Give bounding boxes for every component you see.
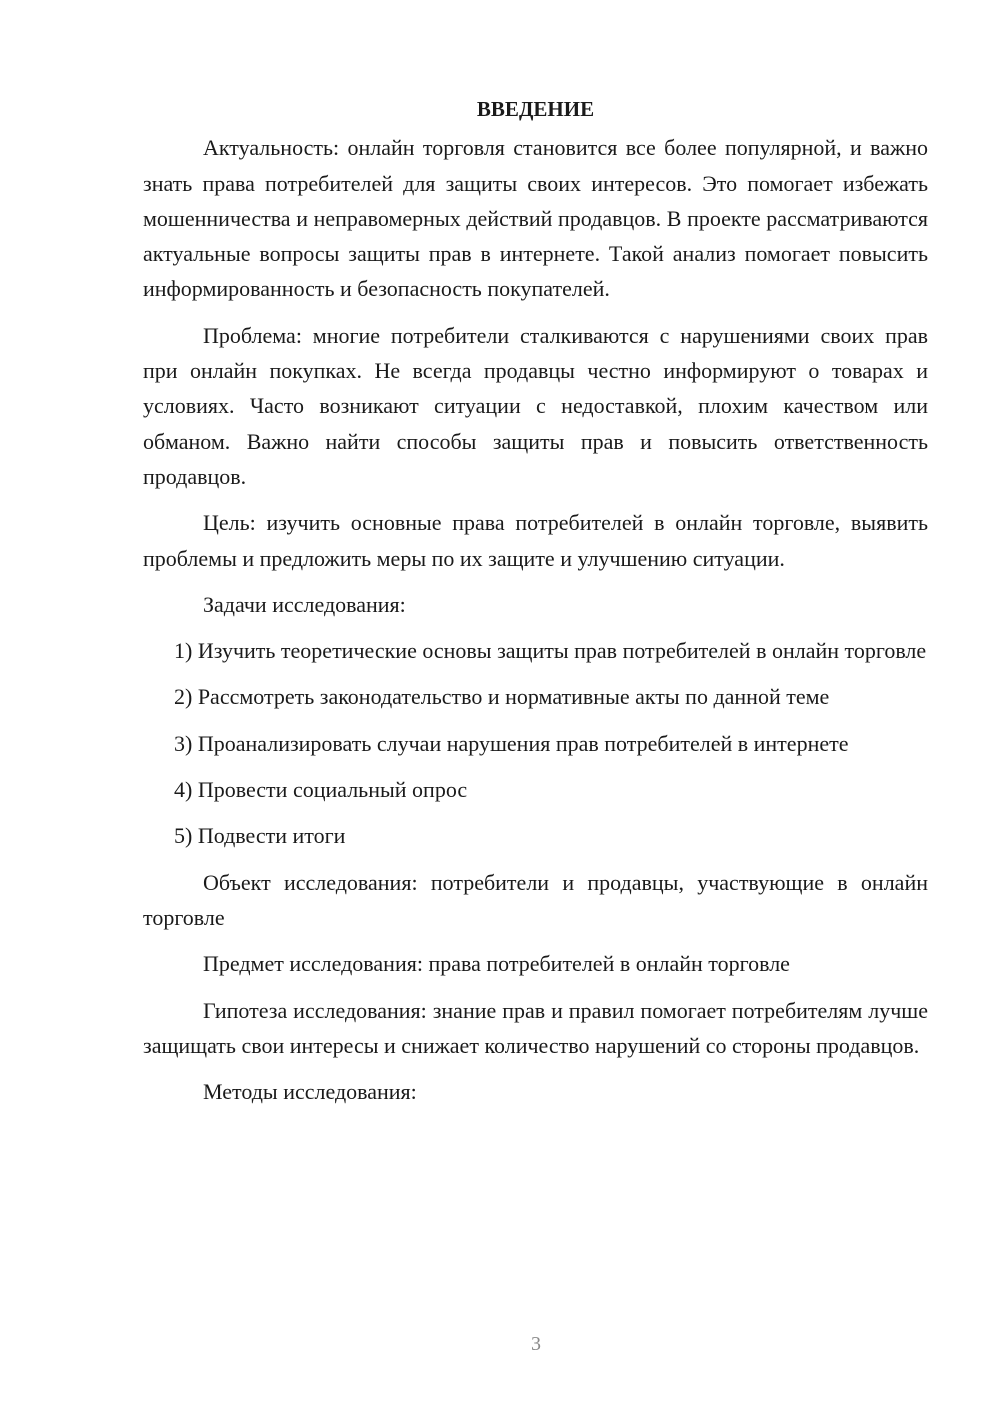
section-title: ВВЕДЕНИЕ <box>476 97 595 121</box>
task-item-3: 3) Проанализировать случаи нарушения прав потребителей в интернете <box>174 730 849 756</box>
paragraph-relevance: Актуальность: онлайн торговля становится все более популярной, и важно знать права потребителей для защиты своих интересов. Это помогает избежать мошенничества и неправомерных действий продавцов. В проекте рассматриваются актуальные вопросы защиты прав в интернете. Такой анализ помогает повысить информированность и безопасность покупателей. <box>143 135 928 302</box>
task-item-2: 2) Рассмотреть законодательство и нормативные акты по данной теме <box>174 684 830 710</box>
task-item-4: 4) Провести социальный опрос <box>174 777 468 803</box>
task-item-5: 5) Подвести итоги <box>174 823 346 849</box>
paragraph-goal: Цель: изучить основные права потребителей в онлайн торговле, выявить проблемы и предложить меры по их защите и улучшению ситуации. <box>143 510 928 571</box>
paragraph-subject: Предмет исследования: права потребителей в онлайн торговле <box>203 951 790 977</box>
paragraph-problem: Проблема: многие потребители сталкиваются с нарушениями своих прав при онлайн покупках. Не всегда продавцы честно информируют о товарах и условиях. Часто возникают ситуации с недоставкой, плохим качеством или обманом. Важно найти способы защиты прав и повысить ответственность продавцов. <box>143 322 928 489</box>
paragraph-methods-heading: Методы исследования: <box>203 1079 417 1105</box>
paragraph-hypothesis: Гипотеза исследования: знание прав и правил помогает потребителям лучше защищать свои интересы и снижает количество нарушений со стороны продавцов. <box>143 997 928 1058</box>
task-item-1: 1) Изучить теоретические основы защиты прав потребителей в онлайн торговле <box>174 638 927 664</box>
paragraph-tasks-heading: Задачи исследования: <box>203 591 406 617</box>
page-number: 3 <box>531 1333 541 1355</box>
paragraph-object: Объект исследования: потребители и продавцы, участвующие в онлайн торговле <box>143 869 928 930</box>
document-body <box>143 92 928 1120</box>
